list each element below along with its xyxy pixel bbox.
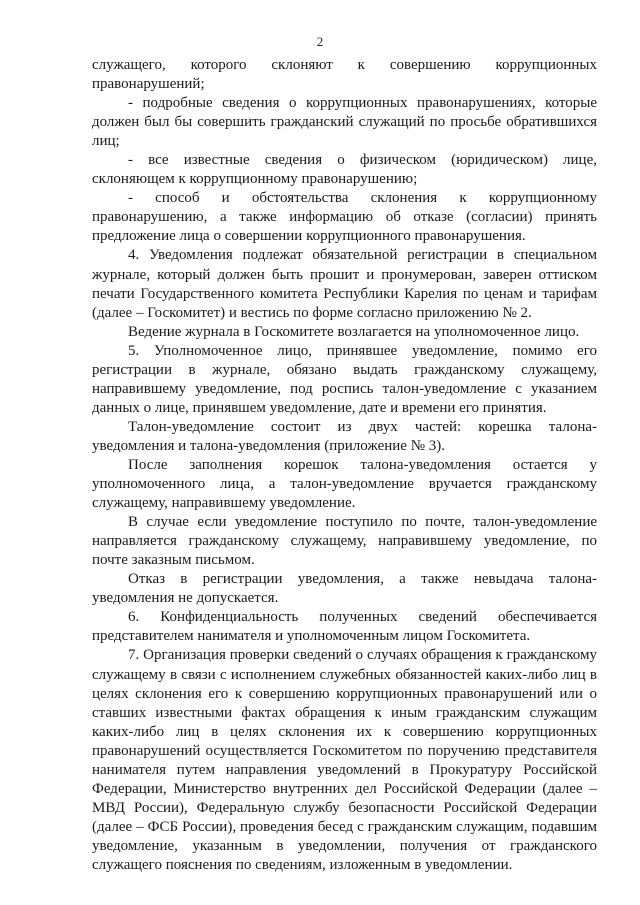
page-number: 2 [316, 34, 324, 49]
paragraph-coupon-handover: После заполнения корешок талона-уведомления остается у уполномоченного лица, а талон-уведомление вручается гражданскому служащему, направившему уведомление. [92, 456, 597, 512]
paragraph-coupon-parts: Талон-уведомление состоит из двух частей: корешка талона-уведомления и талона-уведомления (приложение № 3). [92, 418, 597, 454]
paragraph-detail-method: - способ и обстоятельства склонения к коррупционному правонарушению, а также информацию об отказе (согласии) принять предложение лица о совершении коррупционного правонарушения. [92, 190, 597, 245]
paragraph-clause-5: 5. Уполномоченное лицо, принявшее уведомление, помимо его регистрации в журнале, обязано выдать гражданскому служащему, направившему уведомление, под роспись талон-уведомление с указанием данных о лице, принявшем уведомление, дате и времени его принятия. [92, 342, 597, 416]
paragraph-detail-person: - все известные сведения о физическом (юридическом) лице, склоняющем к коррупционному правонарушению; [92, 152, 597, 188]
paragraph-clause-6: 6. Конфиденциальность полученных сведений обеспечивается представителем нанимателя и уполномоченным лицом Госкомитета. [92, 609, 597, 645]
paragraph-detail-violations: - подробные сведения о коррупционных правонарушениях, которые должен был бы совершить гражданский служащий по просьбе обратившихся лиц; [92, 95, 597, 150]
paragraph-clause-4: 4. Уведомления подлежат обязательной регистрации в специальном журнале, который должен быть прошит и пронумерован, заверен оттиском печати Государственного комитета Республики Карелия по ценам и тарифам (далее – Госкомитет) и вестись по форме согласно приложению № 2. [92, 247, 597, 321]
paragraph-journal-keeping: Ведение журнала в Госкомитете возлагается на уполномоченное лицо. [128, 323, 580, 340]
paragraph-clause-7: 7. Организация проверки сведений о случаях обращения к гражданскому служащему в связи с исполнением служебных обязанностей каких-либо лиц в целях склонения его к совершению коррупционных правонарушений или о ставших известными фактах обращения к иным гражданским служащим каких-либо лиц в целях склонения их к совершению коррупционных правонарушений осуществляется Госкомитетом по поручению представителя нанимателя путем направления уведомлений в Прокуратуру Российской Федерации, Министерство внутренних дел Российской Федерации (далее – МВД России), Федеральную службу безопасности Российской Федерации (далее – ФСБ России), проведения бесед с гражданским служащим, подавшим уведомление, указанным в уведомлении, получения от гражданского служащего пояснения по сведениям, изложенным в уведомлении. [92, 647, 597, 873]
paragraph-continuation: служащего, которого склоняют к совершению коррупционных правонарушений; [92, 57, 597, 93]
paragraph-postal-case: В случае если уведомление поступило по почте, талон-уведомление направляется гражданскому служащему, направившему уведомление, по почте заказным письмом. [92, 514, 597, 569]
document-body [92, 56, 597, 875]
paragraph-refusal: Отказ в регистрации уведомления, а также невыдача талона-уведомления не допускается. [92, 571, 597, 607]
